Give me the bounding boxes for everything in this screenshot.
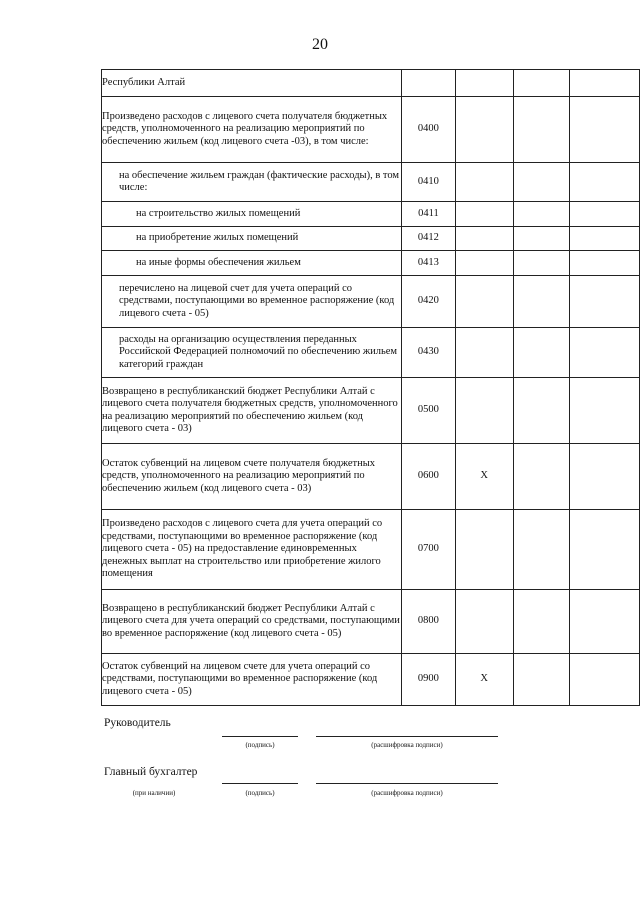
row-value-3 <box>455 97 513 163</box>
row-value-5 <box>570 444 640 510</box>
row-value-3 <box>455 202 513 227</box>
row-value-4 <box>513 202 570 227</box>
head-decoding-line <box>316 736 498 737</box>
row-name: перечислено на лицевой счет для учета операций со средствами, поступающими во временное распоряжение (код лицевого счета - 05) <box>102 276 402 328</box>
head-label: Руководитель <box>104 717 171 729</box>
table-row <box>102 202 640 227</box>
accountant-signature-caption: (подпись) <box>245 789 275 797</box>
row-value-3 <box>455 510 513 590</box>
row-value-3: X <box>455 654 513 706</box>
head-signature-line <box>222 736 298 737</box>
row-code: 0413 <box>402 251 456 276</box>
row-value-3 <box>455 227 513 251</box>
accountant-signature-line <box>222 783 298 784</box>
table-row <box>102 163 640 202</box>
row-value-3 <box>455 163 513 202</box>
row-value-4 <box>513 97 570 163</box>
table-row <box>102 97 640 163</box>
table-row <box>102 590 640 654</box>
row-name: Произведено расходов с лицевого счета получателя бюджетных средств, уполномоченного на реализацию мероприятий по обеспечению жильем (код лицевого счета -03), в том числе: <box>102 97 402 163</box>
row-value-5 <box>570 97 640 163</box>
row-value-4 <box>513 227 570 251</box>
row-value-3 <box>455 70 513 97</box>
row-value-4 <box>513 444 570 510</box>
accountant-decoding-line <box>316 783 498 784</box>
accountant-decoding-caption: (расшифровка подписи) <box>371 789 443 797</box>
row-name: на приобретение жилых помещений <box>102 227 402 251</box>
table-row <box>102 654 640 706</box>
table-row <box>102 276 640 328</box>
row-name: Произведено расходов с лицевого счета для учета операций со средствами, поступающими во временное распоряжение (код лицевого счета - 05) на предоставление единовременных денежных выплат на строительство или приобретение жилого помещения <box>102 510 402 590</box>
head-decoding-caption: (расшифровка подписи) <box>371 741 443 749</box>
row-code: 0420 <box>402 276 456 328</box>
row-code: 0600 <box>402 444 456 510</box>
row-value-3 <box>455 328 513 378</box>
row-code: 0411 <box>402 202 456 227</box>
page-number: 20 <box>312 36 328 53</box>
row-value-4 <box>513 328 570 378</box>
row-value-4 <box>513 163 570 202</box>
table-row <box>102 251 640 276</box>
table-row <box>102 378 640 444</box>
row-value-5 <box>570 654 640 706</box>
row-value-5 <box>570 70 640 97</box>
row-code: 0400 <box>402 97 456 163</box>
row-name: на строительство жилых помещений <box>102 202 402 227</box>
row-value-3 <box>455 378 513 444</box>
row-name: Возвращено в республиканский бюджет Республики Алтай с лицевого счета получателя бюджетных средств, уполномоченного на реализацию мероприятий по обеспечению жильем (код лицевого счета - 03) <box>102 378 402 444</box>
row-code: 0412 <box>402 227 456 251</box>
row-value-4 <box>513 654 570 706</box>
row-value-5 <box>570 276 640 328</box>
row-value-5 <box>570 251 640 276</box>
table-row <box>102 70 640 97</box>
if-any-caption: (при наличии) <box>132 789 176 797</box>
row-name: расходы на организацию осуществления переданных Российской Федерацией полномочий по обеспечению жильем категорий граждан <box>102 328 402 378</box>
row-code: 0900 <box>402 654 456 706</box>
row-value-3 <box>455 251 513 276</box>
row-name: Остаток субвенций на лицевом счете получателя бюджетных средств, уполномоченного на реализацию мероприятий по обеспечению жильем (код лицевого счета - 03) <box>102 444 402 510</box>
row-name: Возвращено в республиканский бюджет Республики Алтай с лицевого счета для учета операций со средствами, поступающими во временное распоряжение (код лицевого счета - 05) <box>102 590 402 654</box>
table-row <box>102 328 640 378</box>
row-code: 0800 <box>402 590 456 654</box>
row-code <box>402 70 456 97</box>
row-value-4 <box>513 510 570 590</box>
row-value-3: X <box>455 444 513 510</box>
table-row <box>102 444 640 510</box>
row-value-4 <box>513 378 570 444</box>
table-row <box>102 227 640 251</box>
row-value-5 <box>570 590 640 654</box>
row-name: Республики Алтай <box>102 70 402 97</box>
row-value-4 <box>513 276 570 328</box>
row-value-5 <box>570 510 640 590</box>
table-row <box>102 510 640 590</box>
row-code: 0500 <box>402 378 456 444</box>
row-value-5 <box>570 227 640 251</box>
row-name: на обеспечение жильем граждан (фактические расходы), в том числе: <box>102 163 402 202</box>
report-table <box>101 69 640 706</box>
row-value-4 <box>513 70 570 97</box>
row-value-5 <box>570 328 640 378</box>
row-name: Остаток субвенций на лицевом счете для учета операций со средствами, поступающими во временное распоряжение (код лицевого счета - 05) <box>102 654 402 706</box>
row-code: 0410 <box>402 163 456 202</box>
row-value-4 <box>513 251 570 276</box>
accountant-label: Главный бухгалтер <box>104 766 198 778</box>
head-signature-caption: (подпись) <box>245 741 275 749</box>
row-value-3 <box>455 276 513 328</box>
row-value-5 <box>570 163 640 202</box>
row-code: 0700 <box>402 510 456 590</box>
row-name: на иные формы обеспечения жильем <box>102 251 402 276</box>
row-value-4 <box>513 590 570 654</box>
row-value-3 <box>455 590 513 654</box>
row-value-5 <box>570 202 640 227</box>
row-code: 0430 <box>402 328 456 378</box>
row-value-5 <box>570 378 640 444</box>
